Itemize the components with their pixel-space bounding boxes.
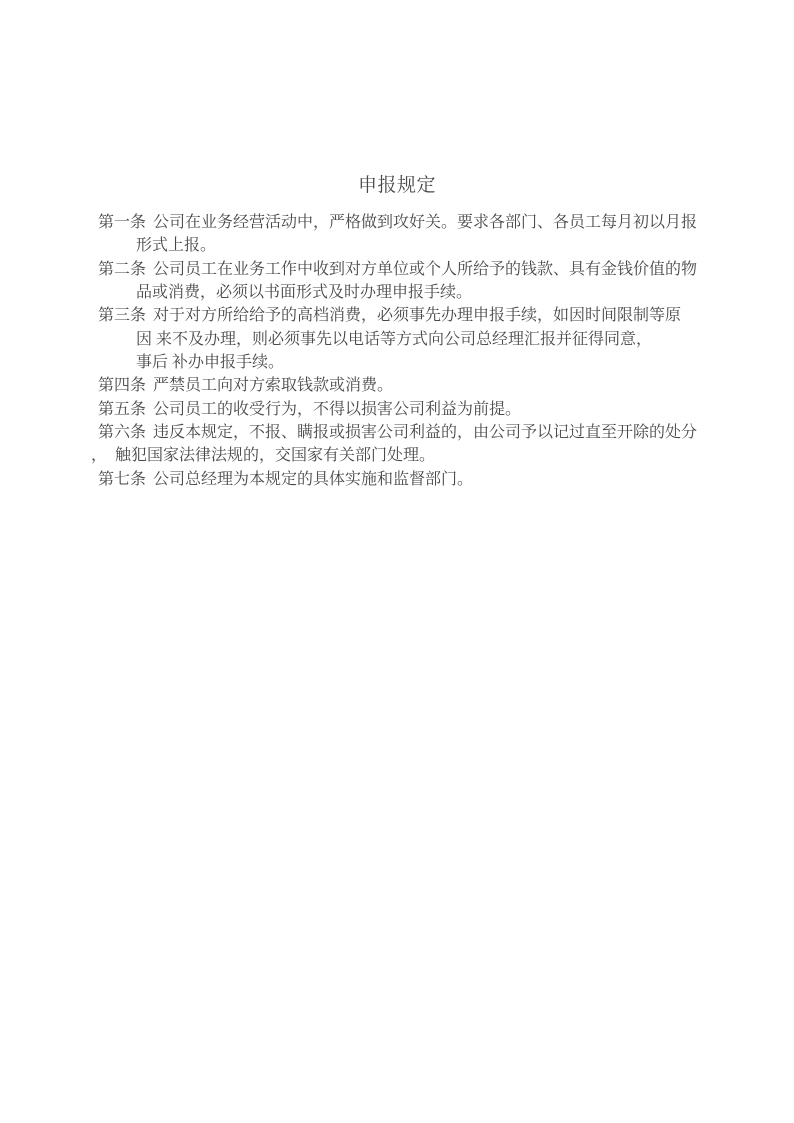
article-line: 事后 补办申报手续。: [136, 354, 285, 372]
article-line: [98, 421, 758, 444]
article-label: 第六条: [98, 424, 147, 442]
article-3: [98, 304, 758, 374]
article-2: [98, 258, 758, 305]
page-title: 申报规定: [357, 175, 436, 196]
article-label: 第五条: [98, 400, 147, 418]
article-text: 公司员工在业务工作中收到对方单位或个人所给予的钱款、具有金钱价值的物: [153, 260, 698, 278]
article-text: 公司员工的收受行为，不得以损害公司利益为前提。: [153, 400, 522, 418]
article-line: 品或消费，必须以书面形式及时办理申报手续。: [136, 284, 473, 302]
article-6: [91, 421, 758, 468]
article-line: 因 来不及办理，则必须事先以电话等方式向公司总经理汇报并征得同意，: [136, 330, 653, 348]
article-line: [98, 258, 758, 281]
article-text: 严禁员工向对方索取钱款或消费。: [153, 377, 394, 395]
article-4: [98, 374, 758, 397]
article-label: 第一条: [98, 214, 147, 231]
article-label: 第三条: [98, 307, 147, 325]
article-text: 公司在业务经营活动中，严格做到攻好关。要求各部门、各员工每月初以月报: [153, 214, 698, 231]
article-text: 对于对方所给给予的高档消费，必须事先办理申报手续，如因时间限制等原: [153, 307, 682, 325]
article-label: 第二条: [98, 260, 147, 278]
article-label: 第七条: [98, 470, 147, 488]
article-line: [98, 304, 758, 327]
document-body: [91, 211, 758, 491]
article-5: [98, 398, 758, 421]
article-line: 形式上报。: [136, 237, 217, 255]
article-line: [98, 398, 758, 421]
article-text: 违反本规定，不报、瞒报或损害公司利益的，由公司予以记过直至开除的处分: [153, 424, 698, 442]
article-line: [98, 374, 758, 397]
article-7: [98, 468, 758, 491]
article-line: [98, 468, 758, 491]
article-line: ， 触犯国家法律法规的，交国家有关部门处理。: [91, 447, 436, 465]
article-label: 第四条: [98, 377, 147, 395]
article-line: [98, 211, 758, 234]
article-text: 公司总经理为本规定的具体实施和监督部门。: [153, 470, 474, 488]
article-1: [98, 211, 758, 258]
